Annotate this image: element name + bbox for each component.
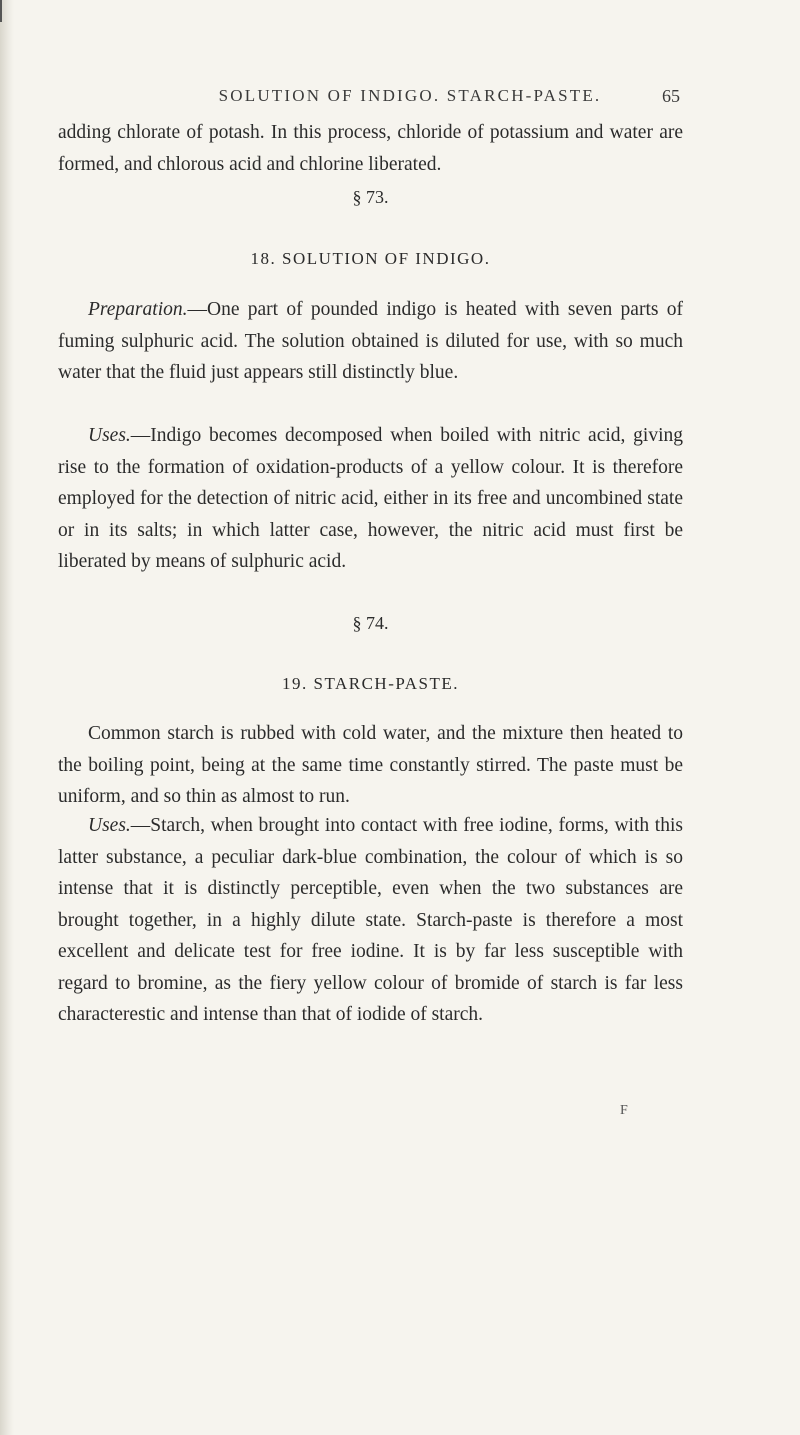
section-marker-74: § 74. [352,613,389,633]
indigo-uses-paragraph [58,420,683,578]
indigo-uses-lead: Uses. [88,425,131,446]
starch-intro-paragraph: Common starch is rubbed with cold water, and the mixture then heated to the boiling point, being at the same time constantly stirred. The paste must be uniform, and so thin as almost to run. [58,723,683,807]
section-marker-73: § 73. [352,187,389,207]
section-heading-starch-paste: 19. STARCH-PASTE. [281,674,459,693]
signature-mark: F [620,1103,628,1118]
starch-uses-text: —Starch, when brought into contact with free iodine, forms, with this latter substance, a peculiar dark-blue combination, the colour of which is so intense that it is distinctly perceptible, even when the two substances are brought together, in a highly dilute state. Starch-paste is therefore a most excellent and delicate test for free iodine. It is by far less susceptible with regard to bromine, as the fiery yellow colour of bromide of starch is far less characterestic and intense than that of iodide of starch. [58,815,683,1025]
starch-uses-paragraph [58,810,683,1031]
preparation-text: —One part of pounded indigo is heated with seven parts of fuming sulphuric acid. The solution obtained is diluted for use, with so much water that the fluid just appears still distinctly blue. [58,299,683,383]
section-heading-solution-of-indigo: 18. SOLUTION OF INDIGO. [250,249,491,268]
starch-uses-lead: Uses. [88,815,131,836]
page-number: 65 [662,86,680,106]
indigo-uses-text: —Indigo becomes decomposed when boiled with nitric acid, giving rise to the formation of oxidation-products of a yellow colour. It is therefore employed for the detection of nitric acid, either in its free and uncombined state or in its salts; in which latter case, however, the nitric acid must first be liberated by means of sulphuric acid. [58,425,683,572]
page-edge-mark [0,0,2,22]
running-title: SOLUTION OF INDIGO. STARCH-PASTE. [218,86,602,105]
preparation-lead: Preparation. [88,299,188,320]
continued-paragraph: adding chlorate of potash. In this process, chloride of potassium and water are formed, and chlorous acid and chlorine liberated. [58,122,683,175]
page-gutter-shadow [0,0,14,1435]
running-head [140,86,680,116]
preparation-paragraph [58,294,683,389]
